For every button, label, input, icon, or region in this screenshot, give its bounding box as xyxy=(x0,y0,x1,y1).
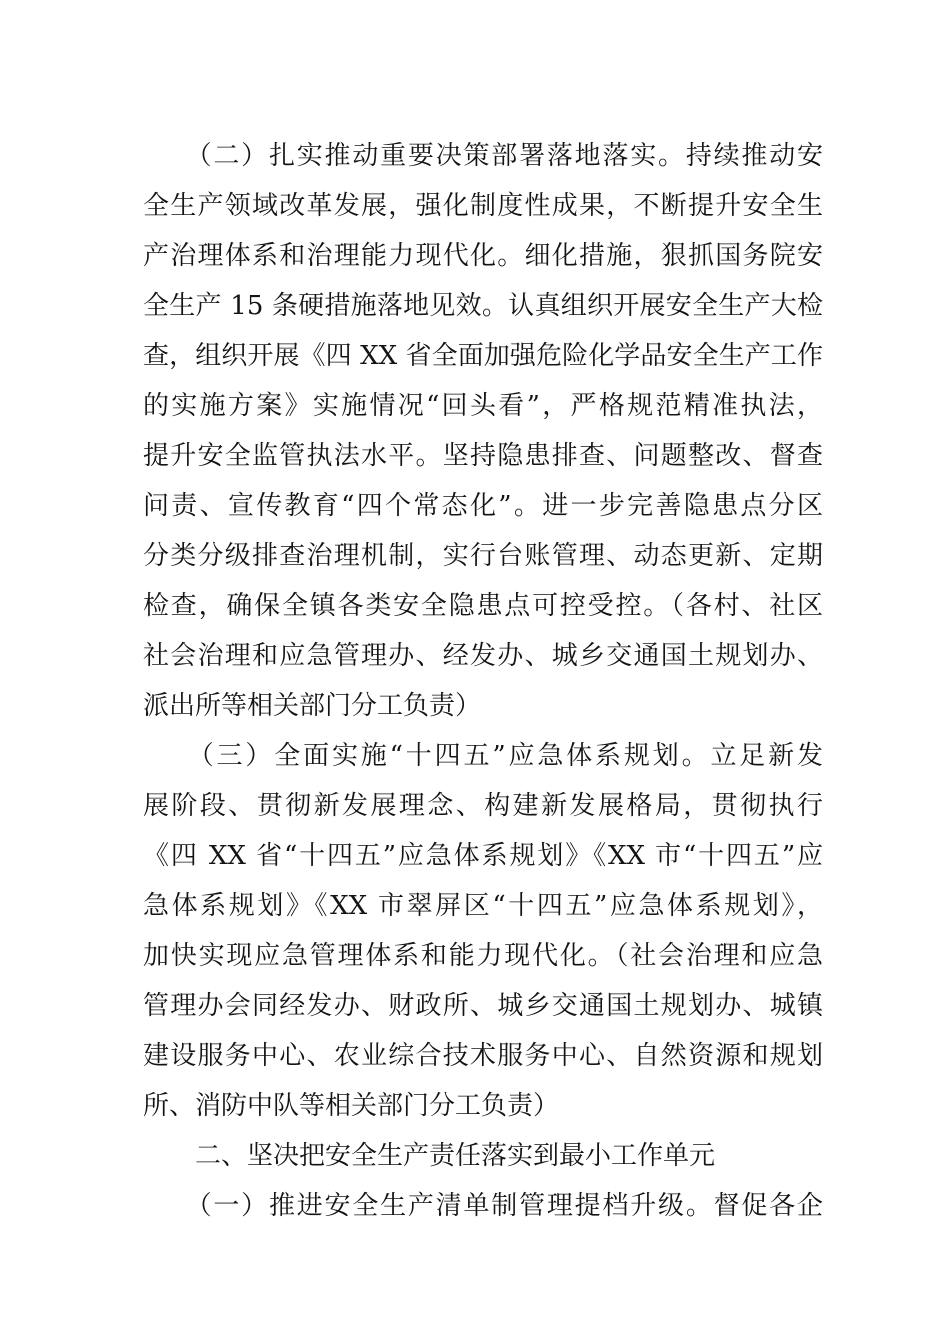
body-text-line: 分类分级排查治理机制，实行台账管理、动态更新、定期 xyxy=(143,541,823,571)
body-text-line: （二）扎实推动重要决策部署落地落实。持续推动安 xyxy=(143,141,823,171)
body-text-line: 问责、宣传教育“四个常态化”。进一步完善隐患点分区 xyxy=(143,491,823,521)
body-text-line: 加快实现应急管理体系和能力现代化。（社会治理和应急 xyxy=(143,941,823,971)
body-text-line: 的实施方案》实施情况“回头看”，严格规范精准执法， xyxy=(143,391,823,421)
body-text-line: 产治理体系和治理能力现代化。细化措施，狠抓国务院安 xyxy=(143,241,823,271)
body-text-line: 展阶段、贯彻新发展理念、构建新发展格局，贯彻执行 xyxy=(143,791,823,821)
body-text-line: 提升安全监管执法水平。坚持隐患排查、问题整改、督查 xyxy=(143,441,823,471)
body-text-line: 《四 XX 省“十四五”应急体系规划》《XX 市“十四五”应 xyxy=(143,841,823,871)
body-text-line: （三）全面实施“十四五”应急体系规划。立足新发 xyxy=(143,741,823,771)
body-text-line: 所、消防中队等相关部门分工负责） xyxy=(143,1091,560,1121)
body-text-line: 建设服务中心、农业综合技术服务中心、自然资源和规划 xyxy=(143,1041,823,1071)
section-heading: 二、坚决把安全生产责任落实到最小工作单元 xyxy=(143,1141,716,1171)
body-text-line: 社会治理和应急管理办、经发办、城乡交通国土规划办、 xyxy=(143,641,823,671)
body-text-line: 派出所等相关部门分工负责） xyxy=(143,691,482,721)
body-text-line: 查，组织开展《四 XX 省全面加强危险化学品安全生产工作 xyxy=(143,341,823,371)
body-text-line: 急体系规划》《XX 市翠屏区“十四五”应急体系规划》， xyxy=(143,891,823,921)
body-text-line: 全生产领域改革发展，强化制度性成果，不断提升安全生 xyxy=(143,191,823,221)
body-text-line: 检查，确保全镇各类安全隐患点可控受控。（各村、社区 xyxy=(143,591,823,621)
body-text-line: 管理办会同经发办、财政所、城乡交通国土规划办、城镇 xyxy=(143,991,823,1021)
body-text-line: 全生产 15 条硬措施落地见效。认真组织开展安全生产大检 xyxy=(143,291,823,321)
body-text-line: （一）推进安全生产清单制管理提档升级。督促各企 xyxy=(143,1191,823,1221)
